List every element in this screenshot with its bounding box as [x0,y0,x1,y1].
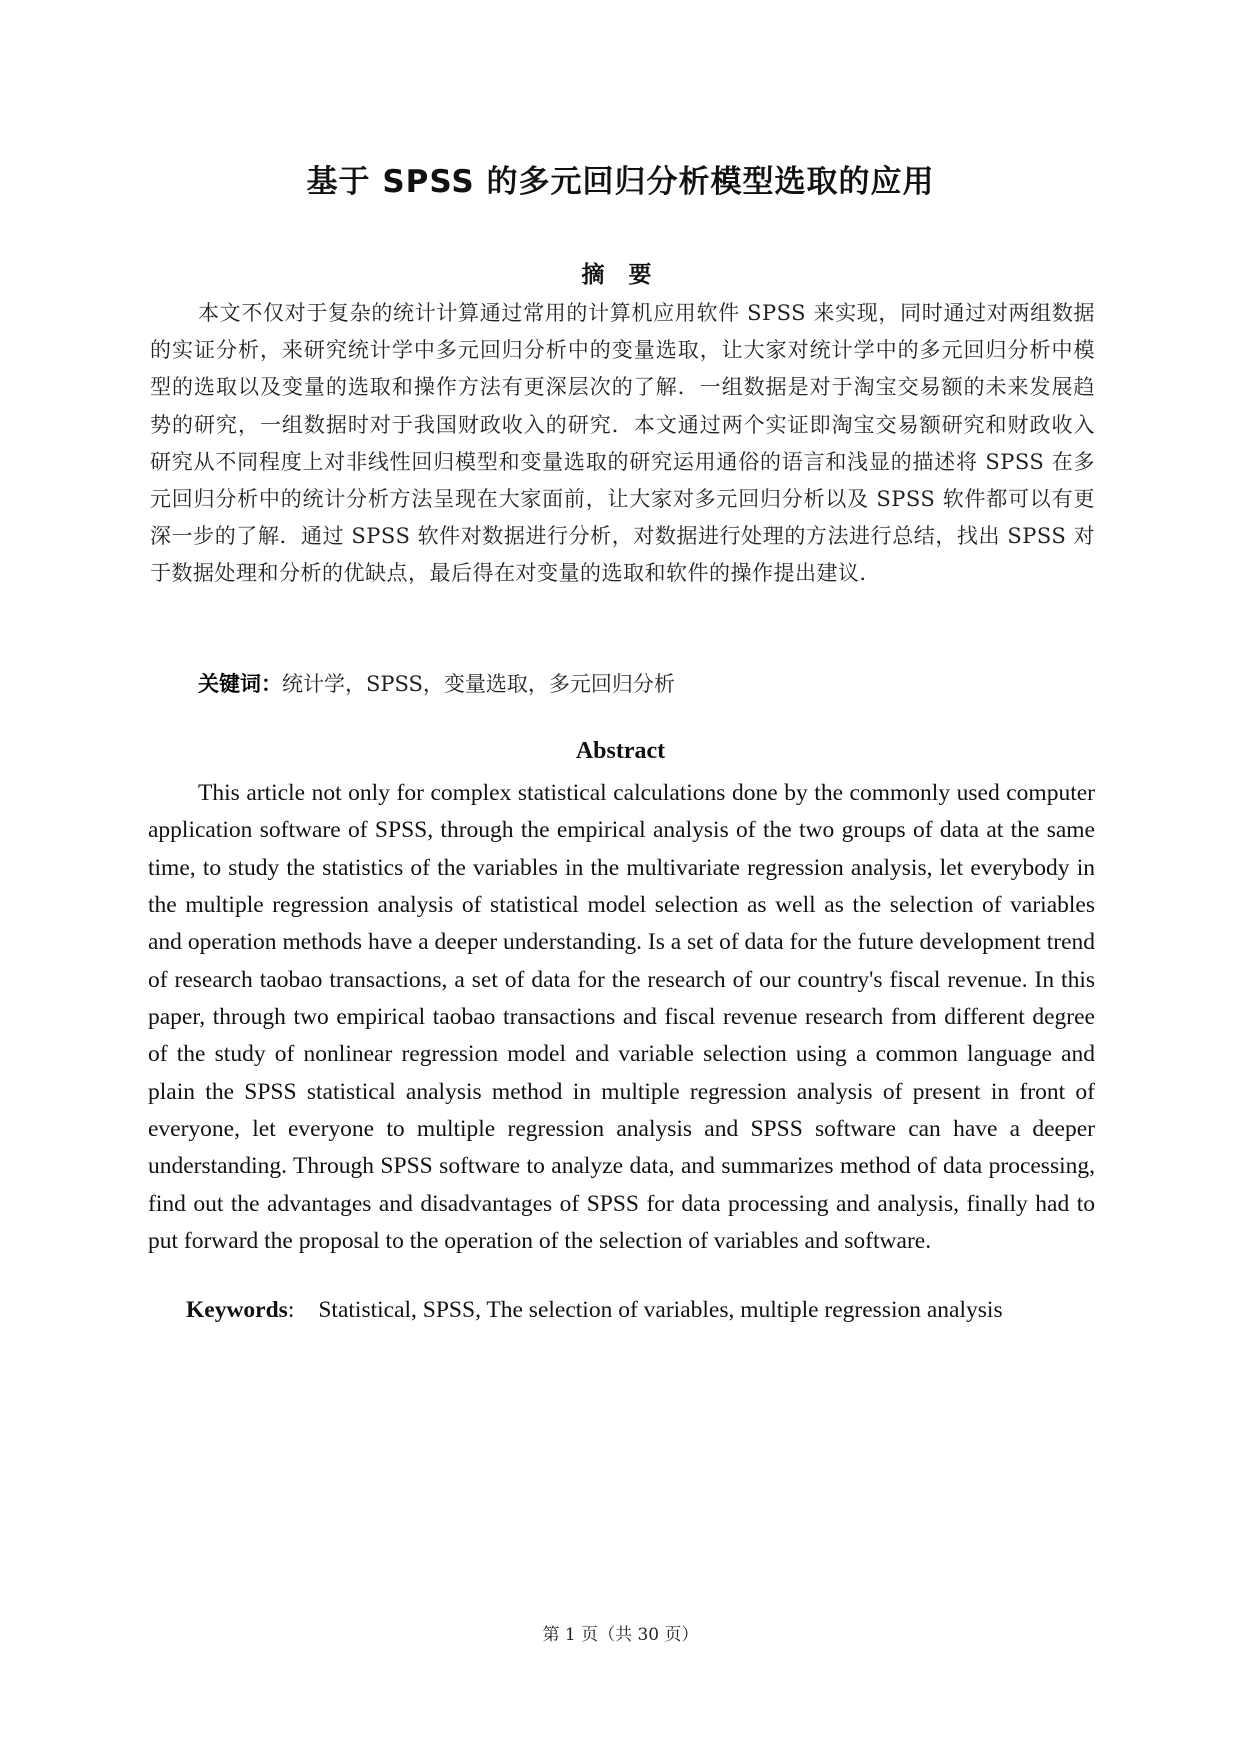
keywords-cn [198,666,675,702]
keywords-en-value: Statistical, SPSS, The selection of variables, multiple regression analysis [318,1297,1003,1323]
keywords-cn-value: 统计学，SPSS，变量选取，多元回归分析 [282,672,675,696]
keywords-en [186,1292,1003,1328]
keywords-cn-label: 关键词： [198,672,282,696]
abstract-cn-heading: 摘 要 [581,262,660,288]
abstract-en-body: This article not only for complex statistical calculations done by the commonly used computer application software of SPSS, through the empirical analysis of the two groups of data at the same time, to study the statistics of the variables in the multivariate regression analysis, let everybody in the multiple regression analysis of statistical model selection as well as the selection of variables and operation methods have a deeper understanding. Is a set of data for the future development trend of research taobao transactions, a set of data for the research of our country's fiscal revenue. In this paper, through two empirical taobao transactions and fiscal revenue research from different degree of the study of nonlinear regression model and variable selection using a common language and plain the SPSS statistical analysis method in multiple regression analysis of present in front of everyone, let everyone to multiple regression analysis and SPSS software can have a deeper understanding. Through SPSS software to analyze data, and summarizes method of data processing, find out the advantages and disadvantages of SPSS for data processing and analysis, finally had to put forward the proposal to the operation of the selection of variables and software. [148,780,1095,1255]
keywords-en-separator: : [287,1297,295,1323]
abstract-en-heading: Abstract [575,738,666,764]
paper-title: 基于 SPSS 的多元回归分析模型选取的应用 [306,164,935,200]
page-footer: 第 1 页（共 30 页） [542,1625,699,1645]
abstract-cn-body: 本文不仅对于复杂的统计计算通过常用的计算机应用软件 SPSS 来实现，同时通过对两组数据的实证分析，来研究统计学中多元回归分析中的变量选取，让大家对统计学中的多元回归分析中模型的选取以及变量的选取和操作方法有更深层次的了解．一组数据是对于淘宝交易额的未来发展趋势的研究，一组数据时对于我国财政收入的研究．本文通过两个实证即淘宝交易额研究和财政收入研究从不同程度上对非线性回归模型和变量选取的研究运用通俗的语言和浅显的描述将 SPSS 在多元回归分析中的统计分析方法呈现在大家面前，让大家对多元回归分析以及 SPSS 软件都可以有更深一步的了解．通过 SPSS 软件对数据进行分析，对数据进行处理的方法进行总结，找出 SPSS 对于数据处理和分析的优缺点，最后得在对变量的选取和软件的操作提出建议． [150,301,1095,586]
keywords-en-label: Keywords [186,1297,288,1323]
